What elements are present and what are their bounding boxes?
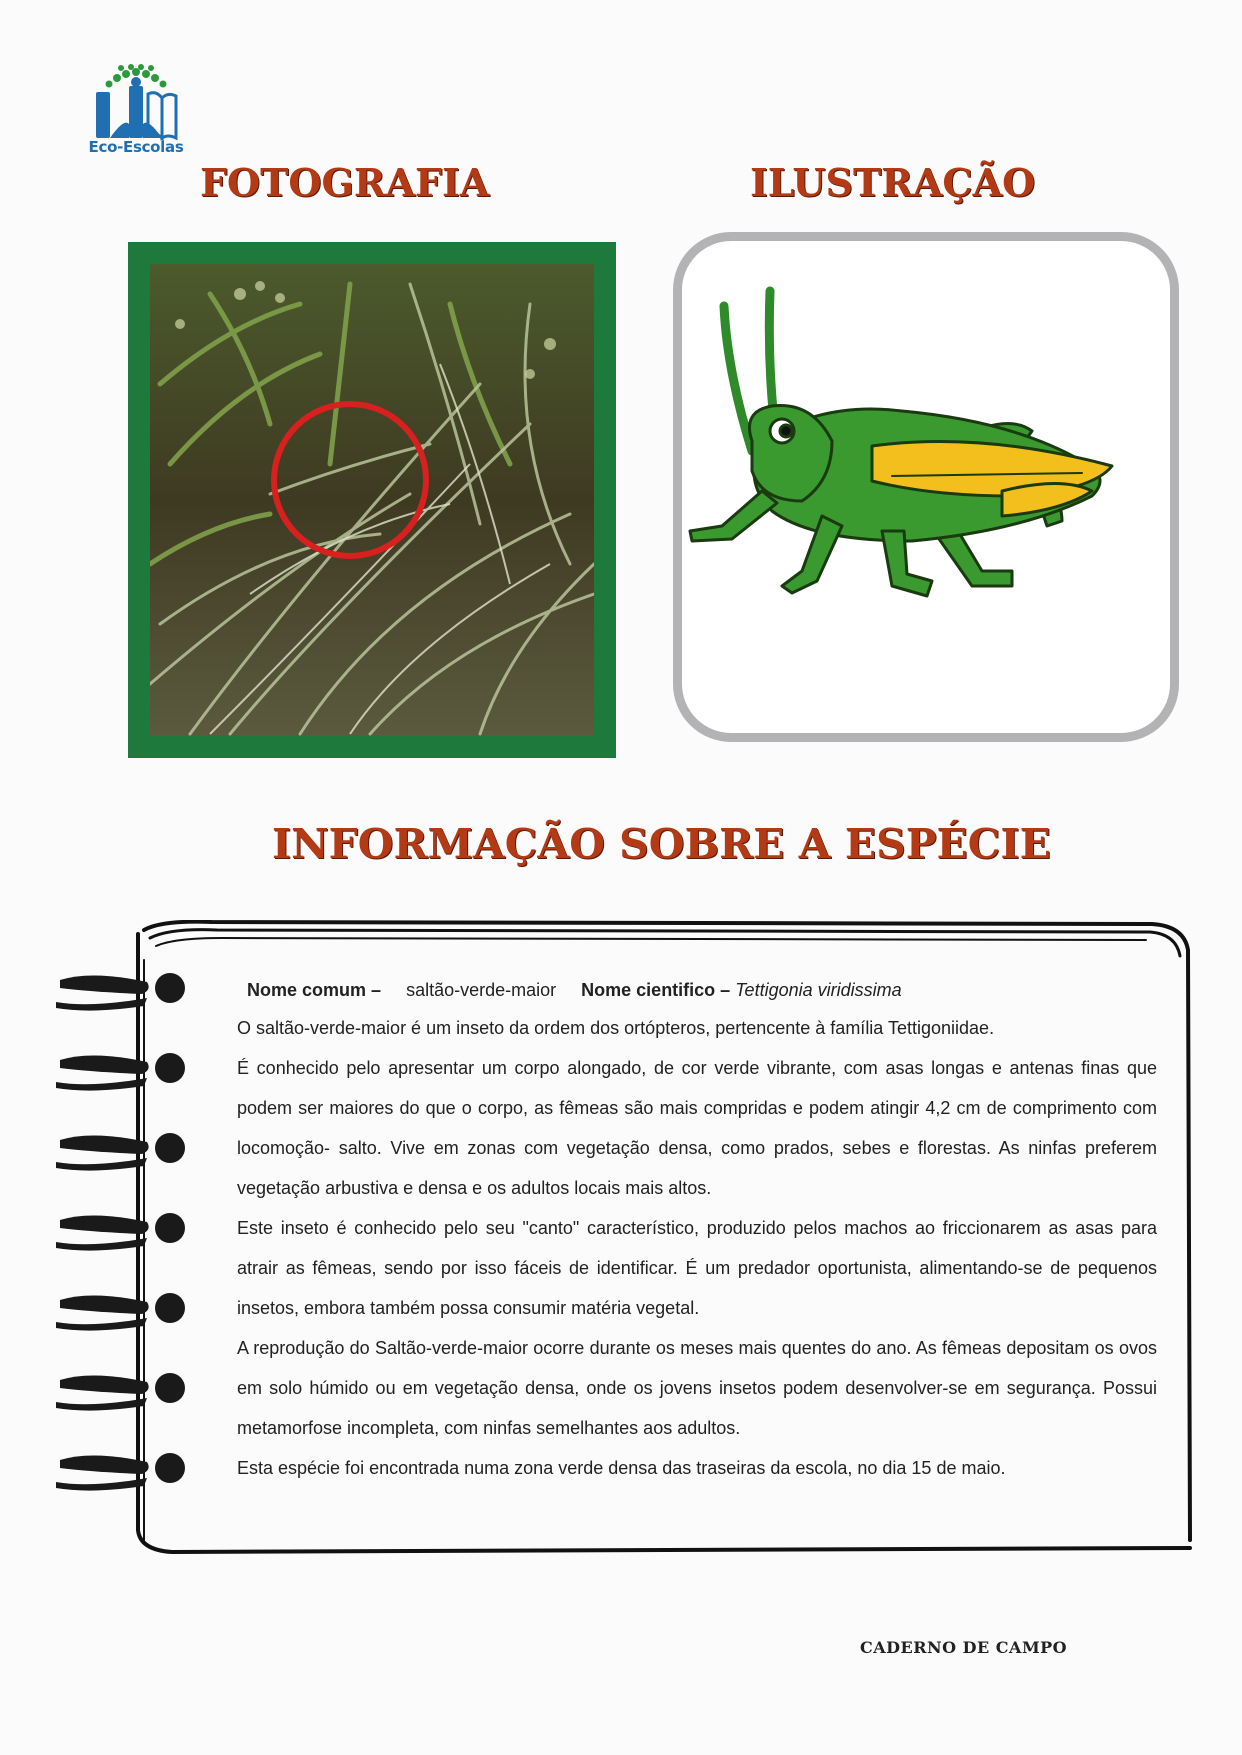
grasshopper-drawing xyxy=(682,241,1170,733)
grass-photo xyxy=(150,264,594,736)
paragraph-order: O saltão-verde-maior é um inseto da ordem dos ortópteros, pertencente à família Tettigoniidae. xyxy=(237,1018,995,1038)
footer-caderno: CADERNO DE CAMPO xyxy=(860,1638,1068,1657)
paragraph-description: É conhecido pelo apresentar um corpo alongado, de cor verde vibrante, com asas longas e antenas finas que podem ser maiores do que o corpo, as fêmeas são mais compridas e podem atingir 4,2 cm de comprimento com locomoção- salto. Vive em zonas com vegetação densa, como prados, sebes e florestas. As ninfas preferem vegetação arbustiva e densa e os adultos locais mais altos. xyxy=(237,1058,1157,1198)
paragraph-location: Esta espécie foi encontrada numa zona verde densa das traseiras da escola, no dia 15 de maio. xyxy=(237,1458,1006,1478)
paragraph-reproduction: A reprodução do Saltão-verde-maior ocorre durante os meses mais quentes do ano. As fêmeas depositam os ovos em solo húmido ou em vegetação densa, onde os jovens insetos podem desenvolver-se em segurança. Possui metamorfose incompleta, com ninfas semelhantes aos adultos. xyxy=(237,1338,1157,1438)
name-line xyxy=(237,976,1157,1004)
scientific-name-label: Nome cientifico – xyxy=(581,980,731,1000)
common-name-value: saltão-verde-maior xyxy=(406,980,557,1000)
species-info-heading: INFORMAÇÃO SOBRE A ESPÉCIE xyxy=(272,820,1051,868)
illustration-heading: ILUSTRAÇÃO xyxy=(750,160,1036,205)
illustration-frame xyxy=(673,232,1179,742)
paragraph-behaviour: Este inseto é conhecido pelo seu "canto" característico, produzido pelos machos ao friccionarem as asas para atrair as fêmeas, sendo por isso fáceis de identificar. É um predador oportunista, alimentando-se de pequenos insetos, embora também possa consumir matéria vegetal. xyxy=(237,1218,1157,1318)
common-name-label: Nome comum – xyxy=(247,980,382,1000)
photo-heading: FOTOGRAFIA xyxy=(200,160,490,205)
photo-frame xyxy=(128,242,616,758)
logo-text: Eco-Escolas xyxy=(88,138,184,156)
species-info xyxy=(237,976,1157,1488)
scientific-name-value: Tettigonia viridissima xyxy=(735,980,902,1000)
